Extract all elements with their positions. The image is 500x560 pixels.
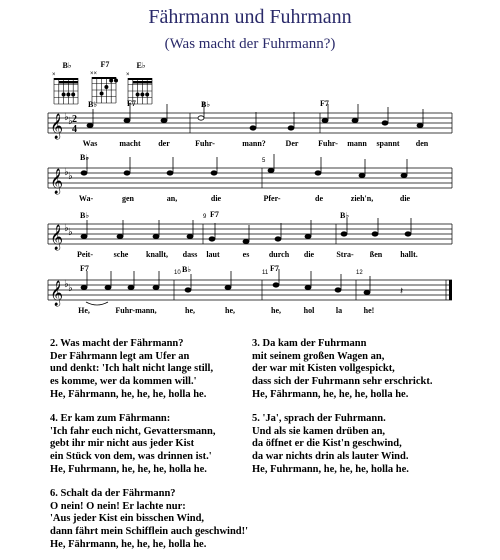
svg-text:♭: ♭ — [64, 112, 69, 123]
verse-line: 'Ich fahr euch nicht, Gevattersmann, — [50, 425, 216, 437]
verse-line: He, Fährmann, he, he, he, holla he. — [50, 388, 207, 400]
verse-2 — [50, 338, 213, 402]
lyric-syllable: knallt, — [145, 250, 169, 259]
verse-line: 4. Er kam zum Fährmann: — [50, 413, 171, 424]
lyric-syllable: Peit- — [77, 250, 93, 259]
chord-diagram-label: E♭ — [136, 61, 146, 70]
lyric-syllable: gen — [122, 194, 134, 203]
lyric-syllable: zieh'n, — [350, 194, 374, 203]
svg-text:♭: ♭ — [68, 116, 73, 127]
chord-label: B♭ — [201, 100, 211, 109]
lyric-syllable: sche — [113, 250, 129, 259]
verse-line: ein Stück von dem, was drinnen ist.' — [50, 451, 212, 463]
verse-line: 3. Da kam der Fuhrmann — [252, 338, 367, 349]
svg-text:×: × — [52, 72, 56, 78]
verse-line: He, Fuhrmann, he, he, he, holla he. — [252, 463, 409, 475]
verse-line: da öffnet er die Kist'n geschwind, — [252, 438, 402, 450]
measure-number: 11 — [262, 270, 269, 276]
lyric-syllable: Pfer- — [263, 194, 281, 203]
lyric-syllable: es — [242, 250, 250, 259]
lyric-syllable: Was — [82, 139, 98, 148]
lyric-syllable: hallt. — [400, 250, 418, 259]
lyric-syllable: macht — [119, 139, 141, 148]
lyric-syllable: durch — [268, 250, 290, 259]
lyric-syllable: Stra- — [336, 250, 354, 259]
lyric-syllable: ßen — [369, 250, 383, 259]
chord-label: F7 — [210, 210, 219, 219]
svg-text:♭: ♭ — [68, 171, 73, 182]
svg-text:×: × — [126, 72, 130, 78]
chord-label: F7 — [80, 264, 89, 273]
lyric-syllable: den — [415, 139, 429, 148]
verse-line: es komme, wer da kommen will.' — [50, 376, 197, 388]
verse-line: 2. Was macht der Fährmann? — [50, 338, 184, 349]
lyric-syllable: he, — [271, 306, 281, 315]
svg-text:𝄽: 𝄽 — [400, 286, 404, 297]
chord-label: F7 — [320, 99, 329, 108]
song-title: Fährmann und Fuhrmann — [148, 6, 352, 28]
verse-4 — [50, 413, 215, 477]
verse-line: der war mit Kisten vollgespickt, — [252, 363, 395, 375]
lyric-syllable: die — [303, 250, 315, 259]
svg-text:♭: ♭ — [64, 167, 69, 178]
lyric-syllable: la — [335, 306, 343, 315]
treble-clef-icon: 𝄞 — [50, 280, 64, 305]
verse-line: da war nichts drin als lauter Wind. — [252, 451, 409, 463]
chord-label: B♭ — [182, 265, 192, 274]
lyric-syllable: mann? — [242, 139, 266, 148]
treble-clef-icon: 𝄞 — [50, 168, 64, 193]
verse-line: und denkt: 'Ich halt nicht lange still, — [50, 363, 214, 375]
lyric-syllable: an, — [166, 194, 178, 203]
staff-4 — [0, 264, 500, 344]
time-sig-bottom: 4 — [72, 124, 77, 135]
svg-text:♭: ♭ — [64, 279, 69, 290]
svg-text:××: ×× — [90, 71, 98, 77]
verse-line: Und als sie kamen drüben an, — [252, 425, 386, 437]
chord-diagram-label: F7 — [100, 60, 110, 69]
chord-label: B♭ — [340, 211, 350, 220]
chord-diagram-label: B♭ — [62, 61, 72, 70]
verse-5 — [252, 413, 409, 477]
lyric-syllable: die — [210, 194, 222, 203]
lyric-syllable: He, — [78, 306, 90, 315]
verse-line: O nein! O nein! Er lachte nur: — [50, 500, 186, 512]
verse-3 — [252, 338, 432, 402]
treble-clef-icon: 𝄞 — [50, 224, 64, 249]
lyric-syllable: mann — [347, 139, 367, 148]
lyric-syllable: he, — [225, 306, 235, 315]
verse-line: gebt ihr mir nicht aus jeder Kist — [50, 438, 195, 450]
staff-system-4 — [0, 264, 500, 344]
measure-number: 5 — [262, 158, 266, 164]
lyric-syllable: Fuhr- — [195, 139, 215, 148]
verse-line: He, Fährmann, he, he, he, holla he. — [50, 538, 207, 550]
verse-line: Der Fährmann legt am Ufer an — [50, 350, 190, 362]
lyric-syllable: he, — [185, 306, 195, 315]
lyric-syllable: laut — [206, 250, 220, 259]
lyric-syllable: Der — [285, 139, 299, 148]
lyric-syllable: Fuhr- — [318, 139, 338, 148]
measure-number: 9 — [203, 214, 207, 220]
lyric-syllable: Wa- — [78, 194, 94, 203]
chord-label: B♭ — [80, 211, 90, 220]
treble-clef-icon: 𝄞 — [50, 113, 64, 138]
verse-line: 6. Schalt da der Fährmann? — [50, 488, 176, 499]
verse-line: dass sich der Fuhrmann sehr erschrickt. — [252, 376, 433, 388]
time-sig-top: 2 — [72, 114, 77, 125]
measure-number: 12 — [356, 270, 363, 276]
lyric-syllable: die — [399, 194, 411, 203]
svg-text:♭: ♭ — [64, 223, 69, 234]
lyric-syllable: hol — [303, 306, 315, 315]
verse-line: 5. 'Ja', sprach der Fuhrmann. — [252, 413, 386, 424]
verse-line: 'Aus jeder Kist ein bisschen Wind, — [50, 513, 205, 525]
chord-label: F7 — [127, 99, 136, 108]
chord-label: B♭ — [80, 153, 90, 162]
song-subtitle: (Was macht der Fuhrmann?) — [164, 36, 336, 52]
verse-line: He, Fährmann, he, he, he, holla he. — [252, 388, 409, 400]
chord-label: B♭ — [88, 100, 98, 109]
svg-text:♭: ♭ — [68, 283, 73, 294]
verse-line: mit seinem großen Wagen an, — [252, 350, 385, 362]
verse-line: He, Fuhrmann, he, he, he, holla he. — [50, 463, 207, 475]
lyric-syllable: de — [315, 194, 323, 203]
lyric-syllable: Fuhr-mann, — [115, 306, 157, 315]
verse-6 — [50, 488, 248, 552]
lyric-syllable: der — [158, 139, 170, 148]
lyric-syllable: dass — [182, 250, 198, 259]
chord-label: F7 — [270, 264, 279, 273]
measure-number: 10 — [174, 270, 181, 276]
svg-text:♭: ♭ — [68, 227, 73, 238]
lyric-syllable: he! — [363, 306, 375, 315]
lyric-syllable: spannt — [376, 139, 400, 148]
verse-line: dann fährt mein Schifflein auch geschwind!' — [50, 526, 249, 538]
